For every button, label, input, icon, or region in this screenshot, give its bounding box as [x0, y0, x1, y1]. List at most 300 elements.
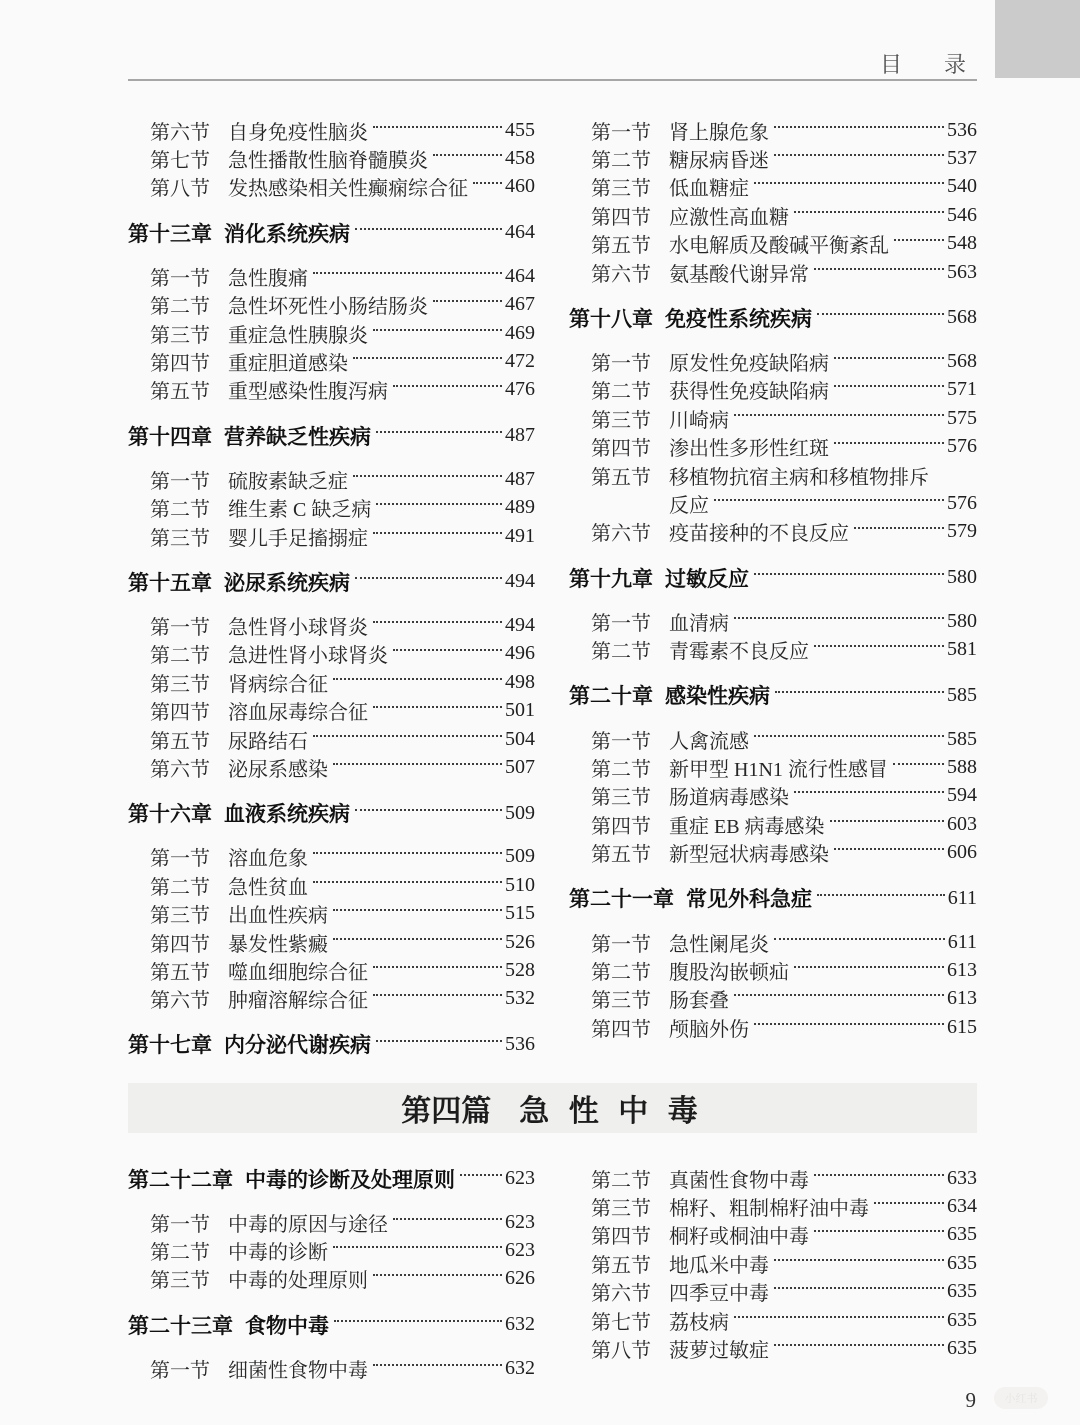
entry-label: 第十三章 — [128, 222, 212, 246]
entry-label: 第二节 — [591, 1169, 651, 1192]
entry-title: 获得性免疫缺陷病 — [669, 381, 829, 404]
toc-entry — [569, 782, 977, 810]
entry-page: 509 — [505, 801, 535, 824]
leader-dots — [834, 848, 944, 850]
entry-label: 第六节 — [591, 263, 651, 286]
toc-entry — [569, 433, 977, 461]
toc-entry — [128, 144, 535, 172]
entry-page: 537 — [947, 147, 977, 170]
entry-page: 623 — [505, 1210, 535, 1233]
entry-page: 603 — [947, 812, 977, 835]
entry-label: 第三节 — [591, 1198, 651, 1221]
toc-entry — [128, 611, 535, 639]
leader-dots — [473, 182, 502, 184]
leader-dots — [794, 791, 944, 793]
toc-entry — [569, 347, 977, 375]
toc-entry — [569, 1013, 977, 1041]
entry-title: 急性播散性脑脊髓膜炎 — [228, 150, 428, 173]
entry-page: 548 — [947, 232, 977, 255]
toc-entry — [569, 928, 977, 956]
entry-title: 消化系统疾病 — [224, 222, 350, 246]
entry-title: 低血糖症 — [669, 178, 749, 201]
entry-title: 棉籽、粗制棉籽油中毒 — [669, 1198, 869, 1221]
toc-entry — [128, 421, 535, 450]
leader-dots — [333, 909, 502, 911]
entry-title: 溶血尿毒综合征 — [228, 702, 368, 725]
leader-dots — [714, 499, 944, 501]
entry-page: 606 — [947, 841, 977, 864]
toc-entry — [128, 376, 535, 404]
entry-title: 婴儿手足搐搦症 — [228, 527, 368, 550]
entry-page: 507 — [505, 755, 535, 778]
entry-page: 632 — [505, 1356, 535, 1379]
leader-dots — [376, 1040, 502, 1042]
leader-dots — [376, 503, 502, 505]
leader-dots — [373, 1274, 502, 1276]
toc-entry — [128, 799, 535, 828]
toc-column-top-right — [569, 116, 977, 1041]
toc-bottom — [128, 1164, 977, 1383]
entry-label: 第五节 — [150, 961, 210, 984]
toc-entry — [128, 668, 535, 696]
toc-entry — [128, 262, 535, 290]
entry-page: 635 — [947, 1280, 977, 1303]
entry-page: 613 — [947, 987, 977, 1010]
entry-label: 第四节 — [150, 353, 210, 376]
entry-page: 580 — [947, 609, 977, 632]
leader-dots — [817, 894, 945, 896]
entry-page: 580 — [947, 566, 977, 589]
leader-dots — [734, 617, 944, 619]
entry-page: 498 — [505, 670, 535, 693]
toc-entry — [569, 1164, 977, 1192]
entry-title: 新甲型 H1N1 流行性感冒 — [669, 758, 888, 781]
entry-label: 第二节 — [591, 381, 651, 404]
watermark-badge: 小红书 — [994, 1387, 1048, 1409]
toc-entry — [569, 607, 977, 635]
entry-title: 应激性高血糖 — [669, 206, 789, 229]
entry-label: 第二节 — [591, 150, 651, 173]
entry-page: 623 — [505, 1167, 535, 1189]
toc-entry — [128, 725, 535, 753]
leader-dots — [355, 809, 502, 811]
leader-dots — [794, 966, 944, 968]
leader-dots — [775, 691, 944, 693]
entry-title: 中毒的诊断及处理原则 — [245, 1168, 455, 1192]
entry-title: 泌尿系感染 — [228, 758, 328, 781]
entry-title: 肠套叠 — [669, 990, 729, 1013]
page-number: 9 — [965, 1388, 976, 1412]
entry-title: 原发性免疫缺陷病 — [669, 353, 829, 376]
entry-page: 579 — [947, 520, 977, 543]
leader-dots — [814, 1174, 944, 1176]
entry-title: 糖尿病昏迷 — [669, 150, 769, 173]
toc-entry — [128, 899, 535, 927]
entry-label: 第四节 — [591, 815, 651, 838]
entry-label: 第三节 — [150, 527, 210, 550]
toc-entry — [569, 1192, 977, 1220]
entry-label: 第二十三章 — [128, 1314, 233, 1338]
entry-page: 455 — [505, 118, 535, 141]
toc-entry — [569, 753, 977, 781]
entry-title: 疫苗接种的不良反应 — [669, 523, 849, 546]
leader-dots — [817, 313, 944, 315]
toc-entry — [128, 1236, 535, 1264]
entry-page: 623 — [505, 1239, 535, 1262]
entry-page: 494 — [505, 570, 535, 593]
entry-title: 真菌性食物中毒 — [669, 1169, 809, 1192]
toc-entry — [569, 489, 977, 517]
entry-page: 635 — [947, 1308, 977, 1331]
entry-page: 510 — [505, 873, 535, 896]
toc-entry — [569, 563, 977, 592]
entry-title: 桐籽或桐油中毒 — [669, 1226, 809, 1249]
entry-page: 532 — [505, 987, 535, 1010]
entry-page: 611 — [947, 886, 977, 909]
entry-title: 急性贫血 — [228, 876, 308, 899]
toc-entry — [128, 843, 535, 871]
leader-dots — [393, 385, 502, 387]
leader-dots — [313, 852, 502, 854]
entry-title: 渗出性多形性红斑 — [669, 438, 829, 461]
entry-page: 626 — [505, 1267, 535, 1290]
toc-top — [128, 116, 977, 1074]
leader-dots — [373, 532, 502, 534]
entry-title: 硫胺素缺乏症 — [228, 470, 348, 493]
entry-page: 501 — [505, 699, 535, 722]
leader-dots — [774, 1259, 944, 1261]
toc-entry — [569, 1334, 977, 1362]
toc-column-top-left — [128, 116, 535, 1074]
entry-page: 536 — [947, 118, 977, 141]
entry-page: 458 — [505, 147, 535, 170]
entry-label: 第二节 — [150, 876, 210, 899]
entry-label: 第四节 — [591, 1226, 651, 1249]
entry-label: 第七节 — [591, 1311, 651, 1334]
entry-label: 第八节 — [150, 178, 210, 201]
entry-label: 第六节 — [150, 758, 210, 781]
leader-dots — [814, 268, 944, 270]
leader-dots — [373, 706, 502, 708]
leader-dots — [734, 414, 944, 416]
entry-title: 急进性肾小球肾炎 — [228, 645, 388, 668]
entry-title: 颅脑外伤 — [669, 1018, 749, 1041]
entry-label: 第二节 — [150, 645, 210, 668]
entry-page: 568 — [947, 350, 977, 373]
leader-dots — [373, 994, 502, 996]
entry-page: 634 — [947, 1195, 977, 1218]
entry-label: 第三节 — [150, 1270, 210, 1293]
leader-dots — [874, 1202, 944, 1204]
entry-title: 急性腹痛 — [228, 267, 308, 290]
leader-dots — [830, 820, 944, 822]
entry-title: 移植物抗宿主病和移植物排斥 — [669, 466, 929, 489]
leader-dots — [774, 1287, 944, 1289]
header-rule — [128, 79, 977, 81]
leader-dots — [373, 1364, 502, 1366]
leader-dots — [393, 1218, 502, 1220]
leader-dots — [373, 126, 502, 128]
toc-entry — [569, 518, 977, 546]
toc-entry — [128, 1030, 535, 1059]
toc-entry — [128, 753, 535, 781]
leader-dots — [754, 1023, 944, 1025]
entry-page: 611 — [947, 930, 977, 953]
part-label: 第四篇 — [401, 1095, 492, 1128]
entry-label: 第二十章 — [569, 685, 653, 709]
page-title: 目 录 — [879, 52, 976, 77]
entry-label: 第三节 — [150, 673, 210, 696]
entry-label: 第六节 — [591, 1283, 651, 1306]
entry-title: 急性阑尾炎 — [669, 933, 769, 956]
entry-label: 第四节 — [591, 438, 651, 461]
leader-dots — [774, 938, 945, 940]
entry-page: 489 — [505, 496, 535, 519]
entry-label: 第十五章 — [128, 571, 212, 595]
entry-page: 491 — [505, 524, 535, 547]
leader-dots — [774, 126, 944, 128]
entry-title: 重症胆道感染 — [228, 353, 348, 376]
entry-page: 540 — [947, 175, 977, 198]
entry-page: 476 — [505, 378, 535, 401]
leader-dots — [333, 1246, 502, 1248]
entry-label: 第一节 — [591, 353, 651, 376]
entry-label: 第十九章 — [569, 567, 653, 591]
entry-title: 暴发性紫癜 — [228, 933, 328, 956]
entry-title: 重型感染性腹泻病 — [228, 381, 388, 404]
toc-entry — [128, 1354, 535, 1382]
leader-dots — [355, 577, 502, 579]
leader-dots — [393, 649, 502, 651]
entry-title: 荔枝病 — [669, 1311, 729, 1334]
part-banner — [128, 1083, 977, 1133]
toc-entry — [128, 696, 535, 724]
entry-page: 635 — [947, 1223, 977, 1246]
toc-entry — [128, 1265, 535, 1293]
entry-title: 川崎病 — [669, 409, 729, 432]
entry-title: 尿路结石 — [228, 730, 308, 753]
entry-label: 第一节 — [150, 267, 210, 290]
toc-column-bottom-right — [569, 1164, 977, 1363]
toc-entry — [128, 319, 535, 347]
entry-label: 第一节 — [150, 617, 210, 639]
toc-entry — [569, 956, 977, 984]
entry-title: 四季豆中毒 — [669, 1283, 769, 1306]
entry-label: 第七节 — [150, 150, 210, 173]
part-title: 急 性 中 毒 — [519, 1095, 704, 1128]
toc-entry — [128, 347, 535, 375]
entry-page: 632 — [505, 1313, 535, 1336]
entry-page: 469 — [505, 321, 535, 344]
entry-page: 536 — [505, 1032, 535, 1055]
entry-label: 第一节 — [150, 848, 210, 871]
leader-dots — [834, 357, 944, 359]
entry-title: 血液系统疾病 — [224, 803, 350, 827]
entry-title: 营养缺乏性疾病 — [224, 425, 371, 449]
leader-dots — [353, 357, 502, 359]
entry-page: 504 — [505, 727, 535, 750]
entry-label: 第一节 — [591, 121, 651, 144]
leader-dots — [373, 966, 502, 968]
entry-label: 第十四章 — [128, 425, 212, 449]
entry-label: 第六节 — [150, 990, 210, 1013]
leader-dots — [814, 1230, 944, 1232]
entry-page: 494 — [505, 613, 535, 636]
leader-dots — [834, 385, 944, 387]
entry-title: 内分泌代谢疾病 — [224, 1034, 371, 1058]
leader-dots — [734, 994, 944, 996]
leader-dots — [894, 239, 944, 241]
toc-entry — [569, 1278, 977, 1306]
entry-title: 重症急性胰腺炎 — [228, 324, 368, 347]
toc-entry — [128, 956, 535, 984]
entry-page: 496 — [505, 642, 535, 665]
entry-label: 第一节 — [150, 1359, 210, 1382]
entry-title: 常见外科急症 — [686, 888, 812, 912]
entry-page: 563 — [947, 260, 977, 283]
leader-dots — [373, 621, 502, 623]
entry-page: 615 — [947, 1015, 977, 1038]
entry-page: 635 — [947, 1251, 977, 1274]
toc-column-bottom-left — [128, 1164, 535, 1383]
entry-page: 635 — [947, 1337, 977, 1360]
leader-dots — [376, 431, 502, 433]
entry-label: 第四节 — [150, 702, 210, 725]
entry-label: 第二节 — [591, 961, 651, 984]
entry-label: 第三节 — [591, 178, 651, 201]
entry-label: 第四节 — [591, 206, 651, 229]
entry-page: 581 — [947, 638, 977, 661]
entry-title: 中毒的处理原则 — [228, 1270, 368, 1293]
toc-entry — [128, 928, 535, 956]
toc-entry — [569, 1306, 977, 1334]
entry-label: 第十八章 — [569, 307, 653, 331]
toc-entry — [128, 871, 535, 899]
toc-entry — [128, 567, 535, 596]
entry-title: 中毒的原因与途径 — [228, 1213, 388, 1236]
entry-label: 第五节 — [591, 466, 651, 489]
toc-entry — [569, 681, 977, 710]
entry-label: 第六节 — [150, 121, 210, 144]
toc-entry — [569, 404, 977, 432]
entry-title: 新型冠状病毒感染 — [669, 844, 829, 867]
leader-dots — [854, 527, 944, 529]
toc-entry — [569, 144, 977, 172]
entry-label: 第二十一章 — [569, 888, 674, 912]
leader-dots — [313, 735, 502, 737]
leader-dots — [333, 938, 502, 940]
toc-entry — [128, 640, 535, 668]
entry-label: 第二十二章 — [128, 1168, 233, 1192]
entry-label: 第六节 — [591, 523, 651, 546]
entry-label: 第三节 — [591, 409, 651, 432]
entry-title: 重症 EB 病毒感染 — [669, 815, 825, 838]
toc-entry — [569, 376, 977, 404]
toc-entry — [569, 230, 977, 258]
entry-label: 第三节 — [150, 324, 210, 347]
entry-page: 460 — [505, 175, 535, 198]
toc-entry — [128, 1310, 535, 1339]
entry-title: 出血性疾病 — [228, 905, 328, 928]
entry-label: 第一节 — [150, 470, 210, 493]
leader-dots — [433, 154, 502, 156]
entry-title: 急性坏死性小肠结肠炎 — [228, 296, 428, 319]
entry-page: 568 — [947, 306, 977, 329]
toc-entry — [128, 465, 535, 493]
entry-page: 546 — [947, 203, 977, 226]
toc-entry — [569, 116, 977, 144]
entry-page: 633 — [947, 1166, 977, 1189]
leader-dots — [353, 475, 502, 477]
leader-dots — [893, 763, 944, 765]
entry-title: 青霉素不良反应 — [669, 641, 809, 664]
leader-dots — [754, 573, 944, 575]
entry-title: 中毒的诊断 — [228, 1242, 328, 1265]
entry-title: 腹股沟嵌顿疝 — [669, 961, 789, 984]
entry-title: 维生素 C 缺乏病 — [228, 499, 372, 522]
entry-title: 发热感染相关性癫痫综合征 — [228, 178, 468, 201]
leader-dots — [774, 154, 944, 156]
entry-page: 515 — [505, 902, 535, 925]
toc-entry — [128, 494, 535, 522]
entry-page: 472 — [505, 350, 535, 373]
entry-title: 噬血细胞综合征 — [228, 961, 368, 984]
entry-page: 613 — [947, 958, 977, 981]
entry-label: 第四节 — [150, 933, 210, 956]
entry-label: 第二节 — [591, 758, 651, 781]
entry-page: 528 — [505, 958, 535, 981]
entry-title: 肾上腺危象 — [669, 121, 769, 144]
entry-page: 588 — [947, 755, 977, 778]
toc-entry — [569, 985, 977, 1013]
toc-entry — [569, 725, 977, 753]
leader-dots — [355, 228, 502, 230]
entry-page: 487 — [505, 424, 535, 447]
entry-label: 第二节 — [150, 499, 210, 522]
toc-entry — [569, 201, 977, 229]
entry-title: 血清病 — [669, 612, 729, 635]
leader-dots — [774, 1344, 944, 1346]
entry-page: 585 — [947, 727, 977, 750]
leader-dots — [313, 272, 502, 274]
entry-label: 第一节 — [591, 612, 651, 635]
leader-dots — [834, 442, 944, 444]
leader-dots — [333, 763, 502, 765]
toc-entry — [569, 1221, 977, 1249]
leader-dots — [433, 300, 502, 302]
entry-page: 571 — [947, 378, 977, 401]
entry-title: 过敏反应 — [665, 567, 749, 591]
toc-entry — [569, 810, 977, 838]
entry-title: 人禽流感 — [669, 730, 749, 753]
entry-label: 第三节 — [150, 905, 210, 928]
entry-title: 地瓜米中毒 — [669, 1254, 769, 1277]
toc-entry — [569, 461, 977, 489]
entry-label: 第四节 — [591, 1018, 651, 1041]
entry-page: 594 — [947, 784, 977, 807]
entry-page: 487 — [505, 467, 535, 490]
entry-title: 肠道病毒感染 — [669, 787, 789, 810]
leader-dots — [460, 1174, 502, 1176]
entry-label: 第五节 — [150, 730, 210, 753]
entry-title: 水电解质及酸碱平衡紊乱 — [669, 235, 889, 258]
entry-title: 急性肾小球肾炎 — [228, 617, 368, 639]
entry-page: 576 — [947, 435, 977, 458]
entry-label: 第二节 — [150, 1242, 210, 1265]
entry-title: 免疫性系统疾病 — [665, 307, 812, 331]
corner-tab — [995, 0, 1080, 78]
toc-entry — [569, 635, 977, 663]
